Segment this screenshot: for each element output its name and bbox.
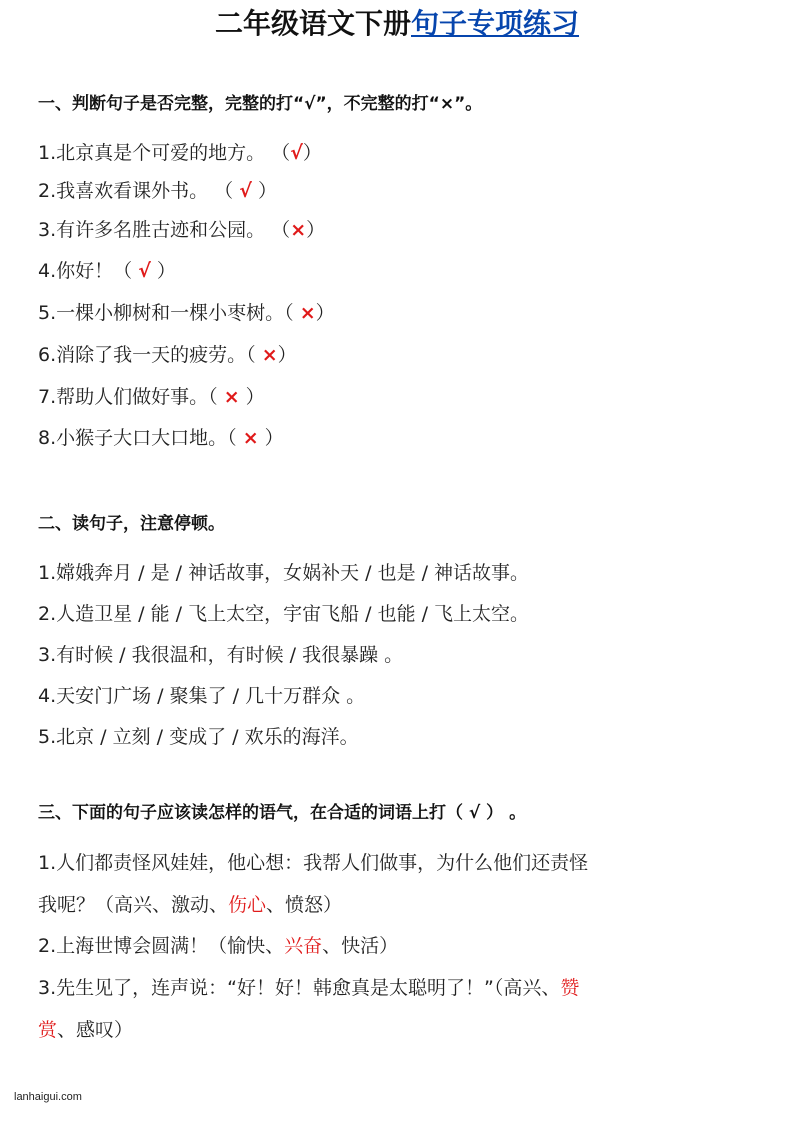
s1-item: 7.帮助人们做好事。（ × ） [38, 386, 265, 408]
answer-mark: × [242, 427, 259, 449]
s2-item: 2.人造卫星 / 能 / 飞上太空，宇宙飞船 / 也能 / 飞上太空。 [38, 603, 530, 625]
answer-mark: × [299, 302, 316, 324]
s3-q1-line2: 我呢？（高兴、激动、伤心、愤怒） [38, 894, 343, 916]
s3-q3-line1: 3.先生见了，连声说：“好！好！韩愈真是太聪明了！”（高兴、赞 [38, 977, 580, 999]
answer-mark: √ [290, 142, 303, 164]
answer-mark: × [223, 386, 240, 408]
s2-item: 3.有时候 / 我很温和，有时候 / 我很暴躁 。 [38, 644, 404, 666]
highlight-answer: 赏 [38, 1019, 58, 1041]
s3-q1-line1: 1.人们都责怪风娃娃，他心想：我帮人们做事，为什么他们还责怪 [38, 852, 589, 874]
s1-item: 2.我喜欢看课外书。 （ √ ） [38, 180, 277, 202]
s1-item: 4.你好！（ √ ） [38, 260, 176, 282]
section-3-heading: 三、下面的句子应该读怎样的语气，在合适的词语上打（ √ ） 。 [38, 803, 527, 823]
answer-mark: √ [138, 260, 151, 282]
s3-q2: 2.上海世博会圆满！（愉快、兴奋、快活） [38, 935, 399, 957]
highlight-answer: 兴奋 [284, 935, 323, 957]
s2-item: 5.北京 / 立刻 / 变成了 / 欢乐的海洋。 [38, 726, 359, 748]
highlight-answer: 伤心 [228, 894, 267, 916]
s1-item: 3.有许多名胜古迹和公园。 （×） [38, 219, 326, 241]
section-1-heading: 一、判断句子是否完整，完整的打“√”，不完整的打“×”。 [38, 94, 483, 114]
s1-item: 5.一棵小柳树和一棵小枣树。（ ×） [38, 302, 335, 324]
page-title [0, 4, 794, 44]
answer-mark: √ [239, 180, 252, 202]
answer-mark: × [290, 219, 307, 241]
s1-item: 6.消除了我一天的疲劳。（ ×） [38, 344, 297, 366]
s3-q3-line2: 赏、感叹） [38, 1019, 134, 1041]
s1-item: 8.小猴子大口大口地。（ × ） [38, 427, 284, 449]
s1-item: 1.北京真是个可爱的地方。 （√） [38, 142, 322, 164]
title-link[interactable]: 句子专项练习 [411, 7, 580, 40]
s2-item: 4.天安门广场 / 聚集了 / 几十万群众 。 [38, 685, 366, 707]
answer-mark: × [261, 344, 278, 366]
footer-watermark: lanhaigui.com [14, 1091, 82, 1103]
title-main: 二年级语文下册 [214, 7, 411, 40]
s2-item: 1.嫦娥奔月 / 是 / 神话故事，女娲补天 / 也是 / 神话故事。 [38, 562, 530, 584]
highlight-answer: 赞 [560, 977, 580, 999]
section-2-heading: 二、读句子，注意停顿。 [38, 514, 225, 534]
